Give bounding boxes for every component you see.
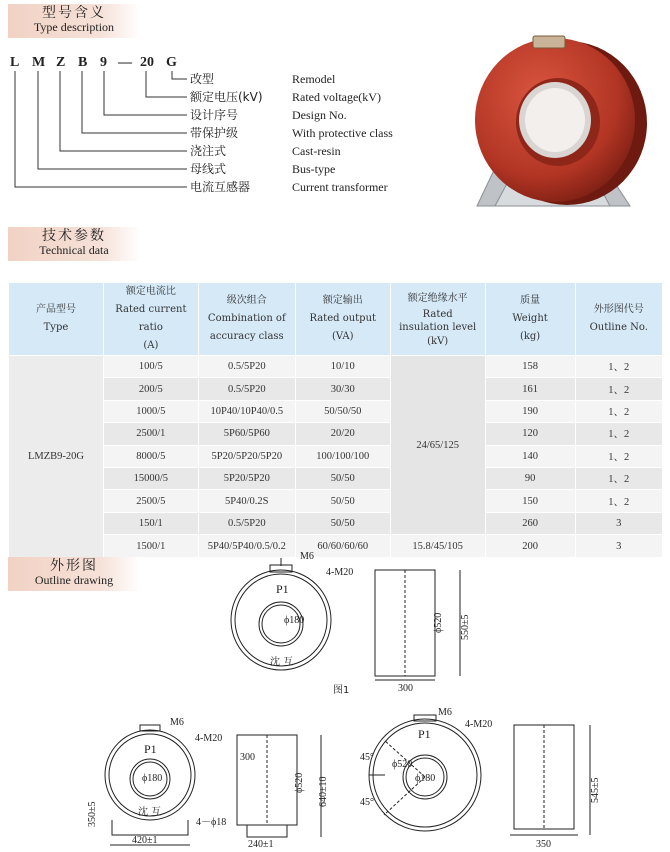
- fig2-phi18-label: 4－ϕ18: [196, 817, 227, 828]
- fig1-caption: 图1: [333, 685, 350, 696]
- output-cell: 30/30: [295, 378, 390, 400]
- accuracy-cell: 5P20/5P20/5P20: [198, 445, 295, 467]
- output-cell: 10/10: [295, 356, 390, 378]
- type-item-zh: 设计序号: [190, 108, 239, 122]
- header-en: Type: [43, 322, 69, 333]
- fig3-m20-label: 4-M20: [465, 719, 493, 730]
- outline-cell: 1、2: [575, 400, 662, 422]
- ratio-cell: 200/5: [103, 378, 198, 400]
- accuracy-cell: 0.5/5P20: [198, 512, 295, 534]
- outline-cell: 1、2: [575, 445, 662, 467]
- fig2-dim240-label: 240±1: [248, 839, 274, 850]
- type-item-en: Design No.: [292, 108, 347, 122]
- fig1-phi520-label: ϕ520: [433, 612, 444, 633]
- ratio-cell: 1500/1: [103, 535, 198, 557]
- code-char: G: [166, 55, 177, 70]
- accuracy-cell: 10P40/10P40/0.5: [198, 400, 295, 422]
- accuracy-cell: 0.5/5P20: [198, 356, 295, 378]
- weight-cell: 120: [485, 423, 575, 445]
- type-description-heading: [8, 4, 140, 38]
- header-zh: 额定电流比: [125, 286, 176, 297]
- output-cell: 100/100/100: [295, 445, 390, 467]
- header-en: Combination of: [207, 313, 286, 324]
- fig2-phi180-label: ϕ180: [142, 773, 163, 784]
- fig3-p1-label: P1: [418, 727, 431, 741]
- header-en: accuracy class: [209, 331, 284, 342]
- weight-cell: 140: [485, 445, 575, 467]
- code-char: —: [118, 55, 132, 70]
- code-char: L: [10, 55, 20, 70]
- outline-cell: 3: [575, 535, 662, 557]
- output-cell: 50/50/50: [295, 400, 390, 422]
- header-ratio: [103, 283, 198, 356]
- header-en: Outline No.: [589, 322, 648, 333]
- fig2-cast-mark: 沈 互: [138, 807, 162, 818]
- fig1-dim300-label: 300: [398, 683, 413, 694]
- fig3-dim545-label: 545±5: [590, 777, 601, 803]
- type-item-zh: 额定电压(kV): [190, 90, 263, 104]
- fig3-m6-label: M6: [438, 707, 452, 718]
- fig2-dim350-label: 350±5: [87, 801, 98, 827]
- type-item-en: Bus-type: [292, 162, 336, 176]
- fig1-cast-mark: 沈 互: [270, 657, 294, 668]
- ratio-cell: 150/1: [103, 512, 198, 534]
- type-description-title-zh: 型号含义: [42, 5, 106, 21]
- accuracy-cell: 5P40/5P40/0.5/0.2: [198, 535, 295, 557]
- table-row: [9, 490, 663, 512]
- type-item-en: Rated voltage(kV): [292, 90, 381, 104]
- type-item-en: Remodel: [292, 72, 336, 86]
- technical-data-title-en: Technical data: [39, 242, 109, 257]
- fig1-m20-label: 4-M20: [326, 567, 354, 578]
- table-row: [9, 378, 663, 400]
- fig2-dim420-label: 420±1: [132, 835, 158, 846]
- outline-cell: 1、2: [575, 378, 662, 400]
- table-row: [9, 423, 663, 445]
- outline-drawing-title-en: Outline drawing: [34, 572, 114, 587]
- ratio-cell: 8000/5: [103, 445, 198, 467]
- fig2-side-view: [237, 735, 321, 837]
- accuracy-cell: 5P60/5P60: [198, 423, 295, 445]
- ratio-cell: 2500/1: [103, 423, 198, 445]
- type-cell: LMZB9-20G: [9, 356, 104, 558]
- output-cell: 60/60/60/60: [295, 535, 390, 557]
- weight-cell: 161: [485, 378, 575, 400]
- weight-cell: 260: [485, 512, 575, 534]
- ratio-cell: 15000/5: [103, 467, 198, 489]
- type-item-zh: 电流互感器: [190, 180, 251, 194]
- header-weight: [485, 283, 575, 356]
- fig3-dim350-label: 350: [536, 839, 551, 850]
- outline-cell: 1、2: [575, 467, 662, 489]
- accuracy-cell: 5P40/0.2S: [198, 490, 295, 512]
- type-item-zh: 改型: [190, 72, 215, 86]
- fig2-phi520-label: ϕ520: [294, 772, 305, 793]
- fig2-m6-label: M6: [170, 717, 184, 728]
- fig2-dim300-label: 300: [240, 752, 255, 763]
- type-item-zh: 母线式: [190, 162, 227, 176]
- header-zh: 质量: [520, 295, 541, 306]
- ratio-cell: 1000/5: [103, 400, 198, 422]
- fig3-angle1-label: 45°: [360, 752, 374, 763]
- code-char: Z: [56, 55, 66, 70]
- header-en: Rated output: [309, 313, 377, 324]
- fig1-p1-label: P1: [276, 582, 289, 596]
- header-unit: (kg): [519, 331, 541, 342]
- fig2-dim640-label: 640±10: [318, 776, 329, 807]
- outline-cell: 1、2: [575, 423, 662, 445]
- fig3-phi520-label: ϕ520: [392, 759, 413, 770]
- type-item-zh: 浇注式: [190, 144, 227, 158]
- code-char: B: [78, 55, 88, 70]
- output-cell: 50/50: [295, 512, 390, 534]
- product-photo: [455, 28, 655, 218]
- fig3-angle2-label: 45°: [360, 797, 374, 808]
- code-char: M: [32, 55, 46, 70]
- table-row: [9, 356, 663, 378]
- fig2-p1-label: P1: [144, 742, 157, 756]
- output-cell: 50/50: [295, 490, 390, 512]
- table-row: [9, 400, 663, 422]
- header-type: [9, 283, 104, 356]
- technical-data-table: [8, 283, 662, 557]
- table-row: [9, 467, 663, 489]
- ratio-cell: 2500/5: [103, 490, 198, 512]
- type-item-en: Current transformer: [292, 180, 388, 194]
- header-en: Weight: [512, 313, 548, 324]
- insulation-cell: 15.8/45/105: [390, 535, 485, 557]
- weight-cell: 158: [485, 356, 575, 378]
- table-header-row: [9, 283, 663, 356]
- type-item-en: With protective class: [292, 126, 393, 140]
- header-zh: 级次组合: [226, 295, 267, 306]
- outline-drawings: [0, 545, 670, 852]
- header-en: Rated current ratio: [115, 304, 187, 333]
- outline-cell: 1、2: [575, 356, 662, 378]
- type-item-en: Cast-resin: [292, 144, 341, 158]
- header-en: Rated: [422, 308, 453, 320]
- weight-cell: 200: [485, 535, 575, 557]
- header-unit: (VA): [331, 331, 354, 342]
- header-outline: [575, 283, 662, 356]
- weight-cell: 150: [485, 490, 575, 512]
- fig1-front-view: [231, 558, 331, 670]
- fig1-m6-label: M6: [300, 551, 314, 562]
- header-accuracy: [198, 283, 295, 356]
- outline-drawing-title-zh: 外形图: [50, 558, 98, 574]
- fig1-phi180-label: ϕ180: [284, 615, 305, 626]
- outline-cell: 1、2: [575, 490, 662, 512]
- table-row: [9, 445, 663, 467]
- table-row: [9, 512, 663, 534]
- ratio-cell: 100/5: [103, 356, 198, 378]
- weight-cell: 190: [485, 400, 575, 422]
- header-zh: 额定绝缘水平: [407, 292, 468, 304]
- header-insulation: [390, 283, 485, 356]
- output-cell: 20/20: [295, 423, 390, 445]
- header-unit: (A): [143, 340, 159, 351]
- code-char: 9: [100, 55, 107, 70]
- fig3-side-view: [510, 725, 590, 835]
- output-cell: 50/50: [295, 467, 390, 489]
- code-char: 20: [140, 55, 154, 70]
- technical-data-heading: [8, 227, 140, 261]
- accuracy-cell: 5P20/5P20: [198, 467, 295, 489]
- weight-cell: 90: [485, 467, 575, 489]
- header-zh: 外形图代号: [593, 304, 644, 315]
- technical-data-title-zh: 技术参数: [42, 228, 106, 244]
- fig2-m20-label: 4-M20: [195, 733, 223, 744]
- type-description-title-en: Type description: [33, 19, 115, 34]
- fig3-phi180-label: ϕ180: [415, 773, 436, 784]
- fig1-dim550-label: 550±5: [460, 614, 471, 640]
- outline-cell: 3: [575, 512, 662, 534]
- header-output: [295, 283, 390, 356]
- accuracy-cell: 0.5/5P20: [198, 378, 295, 400]
- header-en: insulation level: [399, 321, 477, 333]
- header-zh: 产品型号: [35, 304, 76, 315]
- fig1-side-view: [375, 570, 460, 680]
- header-zh: 额定输出: [322, 295, 363, 306]
- type-item-zh: 带保护级: [190, 126, 239, 140]
- insulation-cell: 24/65/125: [390, 356, 485, 535]
- header-unit: (kV): [427, 335, 449, 347]
